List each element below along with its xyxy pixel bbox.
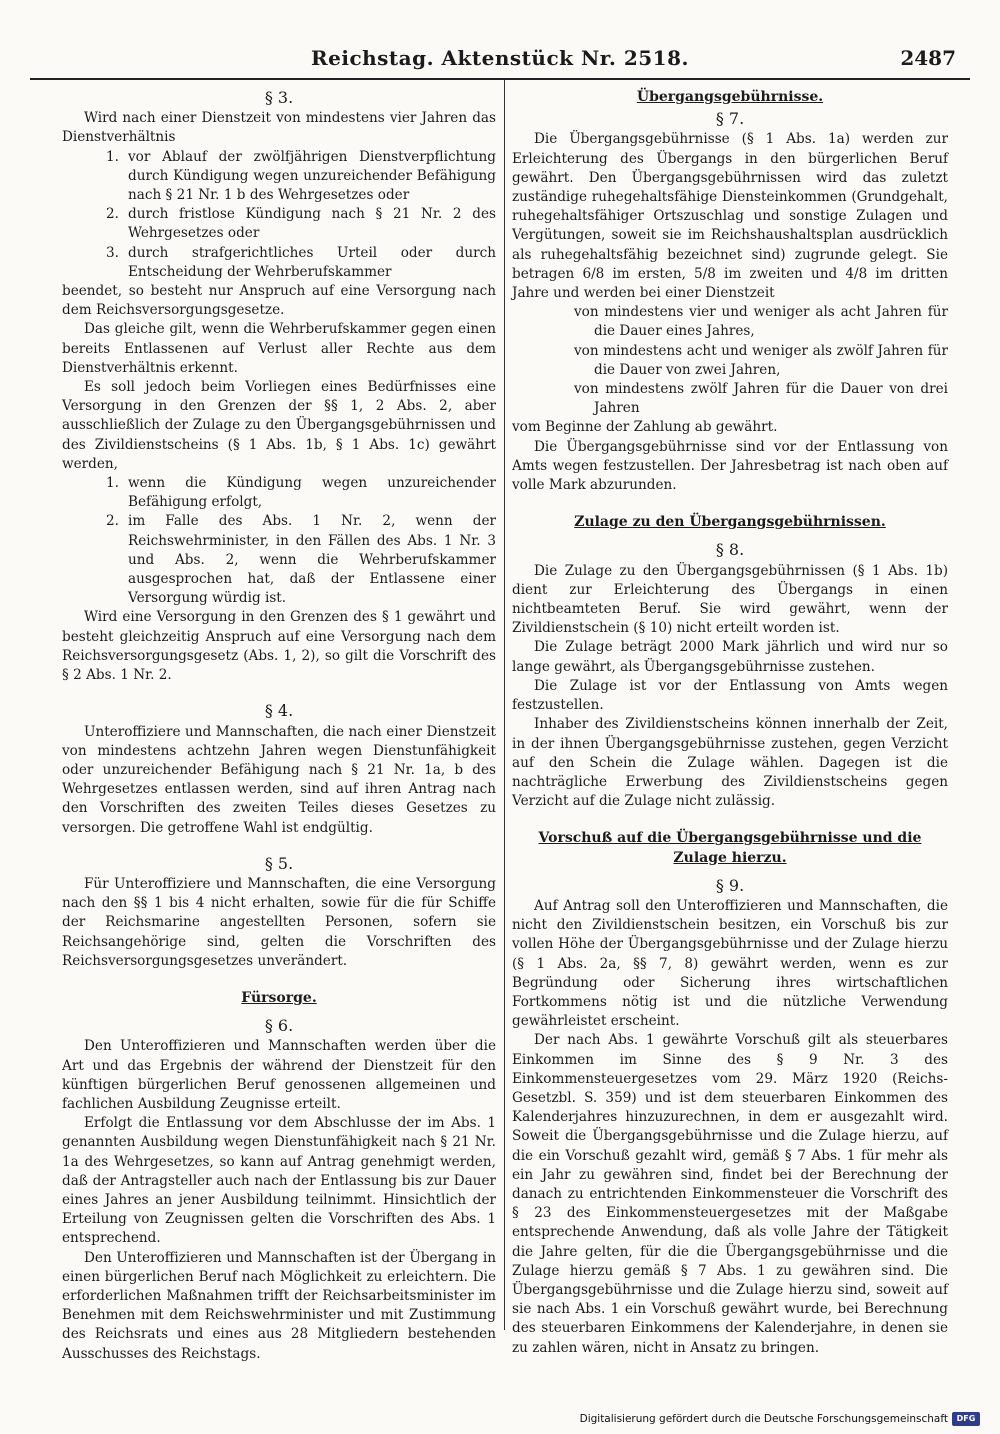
section-8-heading: § 8.	[715, 540, 745, 560]
section-3-intro: Wird nach einer Dienstzeit von mindestens vier Jahren das Dienstverhältnis	[62, 110, 496, 146]
duration-item: von mindestens acht und weniger als zwölf Jahren für die Dauer von zwei Jahren,	[574, 342, 948, 378]
paragraph: Die Zulage zu den Übergangsgebührnissen (§ 1 Abs. 1b) dient zur Erleichterung des Übergangs in einen nichtbeamteten Beruf. Sie wird gewährt, wenn der Zivildienstschein (§ 10) nicht erteilt worden ist.	[512, 562, 948, 637]
list-item: 1. vor Ablauf der zwölfjährigen Dienstverpflichtung durch Kündigung wegen unzureichender Befähigung nach § 21 Nr. 1 b des Wehrgesetzes oder	[106, 148, 496, 204]
paragraph: Das gleiche gilt, wenn die Wehrberufskammer gegen einen bereits Entlassenen auf Verlust aller Rechte aus dem Dienstverhältnis erkennt.	[62, 321, 496, 376]
left-column	[62, 88, 496, 1364]
section-7-heading: § 7.	[715, 109, 745, 129]
duration-item: von mindestens vier und weniger als acht Jahren für die Dauer eines Jahres,	[574, 304, 948, 340]
list-item: 2. durch fristlose Kündigung nach § 21 Nr. 2 des Wehrgesetzes oder	[106, 206, 496, 242]
footer	[580, 1412, 980, 1426]
column-divider	[504, 80, 505, 1330]
page-header	[30, 44, 970, 78]
fuersorge-title: Fürsorge.	[241, 989, 317, 1006]
duration-item: von mindestens zwölf Jahren für die Dauer von drei Jahren	[574, 381, 948, 417]
section-6-heading: § 6.	[264, 1016, 294, 1036]
section-9-heading: § 9.	[715, 875, 745, 895]
header-rule	[30, 78, 970, 80]
paragraph: Der nach Abs. 1 gewährte Vorschuß gilt als steuerbares Einkommen im Sinne des § 9 Nr. 3 des Einkommensteuergesetzes vom 29. März 1920 (Reichs-Gesetzbl. S. 359) und ist dem steuerbaren Einkommen des Kalenderjahres hinzuzurechnen, in dem er ausgezahlt wird. Soweit die Übergangsgebührnisse und die Zulage hierzu, auf die ein Vorschuß gezahlt wird, gemäß § 7 Abs. 1 für mehr als ein Jahr zu gewähren sind, findet bei der Berechnung der danach zu entrichtenden Einkommensteuer die Vorschrift des § 23 des Einkommensteuergesetzes mit der Maßgabe entsprechende Anwendung, daß als volle Jahre der Tätigkeit die Jahre gelten, für die die Übergangsgebührnisse und die Zulage hierzu gemäß § 7 Abs. 1 zu gewähren sind. Die Übergangsgebührnisse und die Zulage hierzu sind, soweit auf sie nach Abs. 1 ein Vorschuß gewährt wurde, bei Berechnung des steuerbaren Einkommens der Kalenderjahre, in denen sie zu zahlen wären, nicht in Ansatz zu bringen.	[512, 1032, 948, 1356]
paragraph: Inhaber des Zivildienstscheins können innerhalb der Zeit, in der ihnen Übergangsgebührnisse zustehen, gegen Verzicht auf den Schein die Zulage wählen. Dagegen ist die nachträgliche Erwerbung des Zivildienstscheins gegen Verzicht auf die Zulage nicht zulässig.	[512, 716, 948, 810]
paragraph: Die Zulage beträgt 2000 Mark jährlich und wird nur so lange gewährt, als Übergangsgebührnisse zustehen.	[512, 639, 948, 675]
footer-text: Digitalisierung gefördert durch die Deutsche Forschungsgemeinschaft	[579, 1413, 948, 1425]
paragraph: Unteroffiziere und Mannschaften, die nach einer Dienstzeit von mindestens achtzehn Jahren wegen Dienstunfähigkeit oder unzureichender Befähigung nach § 21 Nr. 1a, b des Wehrgesetzes entlassen werden, sind auf ihren Antrag nach den Vorschriften des zweiten Teiles dieses Gesetzes zu versorgen. Die getroffene Wahl ist endgültig.	[62, 723, 496, 836]
section-3-list	[62, 148, 496, 282]
paragraph: Es soll jedoch beim Vorliegen eines Bedürfnisses eine Versorgung in den Grenzen der §§ 1, 2 Abs. 2, aber ausschließlich der Zulage zu den Übergangsgebührnissen und des Zivildienstscheins (§ 1 Abs. 1b, § 1 Abs. 1c) gewährt werden,	[62, 379, 496, 472]
section-5-heading: § 5.	[264, 853, 294, 873]
paragraph: Den Unteroffizieren und Mannschaften ist der Übergang in einen bürgerlichen Beruf nach Möglichkeit zu erleichtern. Die erforderlichen Maßnahmen trifft der Reichsarbeitsminister im Benehmen mit dem Reichswehrminister und mit Zustimmung des Reichsrats und eines aus 28 Mitgliedern bestehenden Ausschusses des Reichstags.	[62, 1249, 496, 1362]
page-number: 2487	[900, 46, 956, 70]
paragraph: Den Unteroffizieren und Mannschaften werden über die Art und das Ergebnis der während der Dienstzeit für den künftigen bürgerlichen Beruf genossenen allgemeinen und fachlichen Ausbildung Zeugnisse erteilt.	[62, 1038, 496, 1112]
section-3-list-2	[62, 474, 496, 608]
paragraph: Die Übergangsgebührnisse sind vor der Entlassung von Amts wegen festzustellen. Der Jahresbetrag ist nach oben auf volle Mark abzurunden.	[512, 438, 948, 494]
paragraph: Die Zulage ist vor der Entlassung von Amts wegen festzustellen.	[512, 677, 948, 714]
dfg-logo: DFG	[952, 1412, 980, 1426]
paragraph: beendet, so besteht nur Anspruch auf eine Versorgung nach dem Reichsversorgungsgesetze.	[62, 283, 496, 319]
paragraph: Die Übergangsgebührnisse (§ 1 Abs. 1a) werden zur Erleichterung des Übergangs in den bürgerlichen Beruf gewährt. Den Übergangsgebührnissen wird das zuletzt zuständige ruhegehaltsfähige Diensteinkommen (Grundgehalt, ruhegehaltsfähiger Ortszuschlag und sonstige Zulagen und Vergütungen, soweit sie im Reichshaushaltsplan ausdrücklich als ruhegehaltsfähig bezeichnet sind) zugrunde gelegt. Sie betragen 6/8 im ersten, 5/8 im zweiten und 4/8 im dritten Jahre und werden bei einer Dienstzeit	[512, 131, 948, 302]
right-column	[512, 88, 948, 1358]
uebergang-title: Übergangsgebührnisse.	[636, 89, 824, 105]
section-4-heading: § 4.	[264, 701, 294, 721]
section-3-heading: § 3.	[264, 88, 294, 107]
paragraph: Wird eine Versorgung in den Grenzen des § 1 gewährt und besteht gleichzeitig Anspruch auf eine Versorgung nach dem Reichsversorgungsgesetz (Abs. 1, 2), so gilt die Vorschrift des § 2 Abs. 1 Nr. 2.	[62, 609, 496, 684]
zulage-title: Zulage zu den Übergangsgebührnissen.	[574, 514, 886, 531]
list-item: 1. wenn die Kündigung wegen unzureichender Befähigung erfolgt,	[106, 475, 496, 511]
paragraph: Auf Antrag soll den Unteroffizieren und Mannschaften, die nicht den Zivildienstschein besitzen, ein Vorschuß bis zur vollen Höhe der Übergangsgebührnisse und der Zulage hierzu (§ 1 Abs. 2a, §§ 7, 8) gewährt werden, wenn es zur Begründung oder Sicherung ihres wirtschaftlichen Fortkommens nötig ist und die nützliche Verwendung gewährleistet erscheint.	[512, 897, 948, 1030]
paragraph: vom Beginne der Zahlung ab gewährt.	[512, 419, 778, 436]
vorschuss-title: Vorschuß auf die Übergangsgebührnisse und die Zulage hierzu.	[538, 830, 922, 866]
paragraph: Erfolgt die Entlassung vor dem Abschlusse der im Abs. 1 genannten Ausbildung wegen Dienstunfähigkeit nach § 21 Nr. 1a des Wehrgesetzes, so kann auf Antrag genehmigt werden, daß der Antragsteller auch nach der Entlassung bis zur Dauer eines Jahres an jener Ausbildung teilnimmt. Hinsichtlich der Erteilung von Zeugnissen gelten die Vorschriften des Abs. 1 entsprechend.	[62, 1115, 496, 1247]
page-title: Reichstag. Aktenstück Nr. 2518.	[311, 46, 689, 70]
list-item: 2. im Falle des Abs. 1 Nr. 2, wenn der Reichswehrminister, in den Fällen des Abs. 1 Nr. 3 und Abs. 2, wenn die Wehrberufskammer ausgesprochen hat, daß der Entlassene einer Versorgung würdig ist.	[106, 513, 496, 607]
list-item: 3. durch strafgerichtliches Urteil oder durch Entscheidung der Wehrberufskammer	[106, 244, 496, 280]
paragraph: Für Unteroffiziere und Mannschaften, die eine Versorgung nach den §§ 1 bis 4 nicht erhalten, sowie für die für Schiffe der Reichsmarine angestellten Personen, sofern sie Reichsangehörige sind, gelten die Vorschriften des Reichsversorgungsgesetzes unverändert.	[62, 875, 496, 969]
